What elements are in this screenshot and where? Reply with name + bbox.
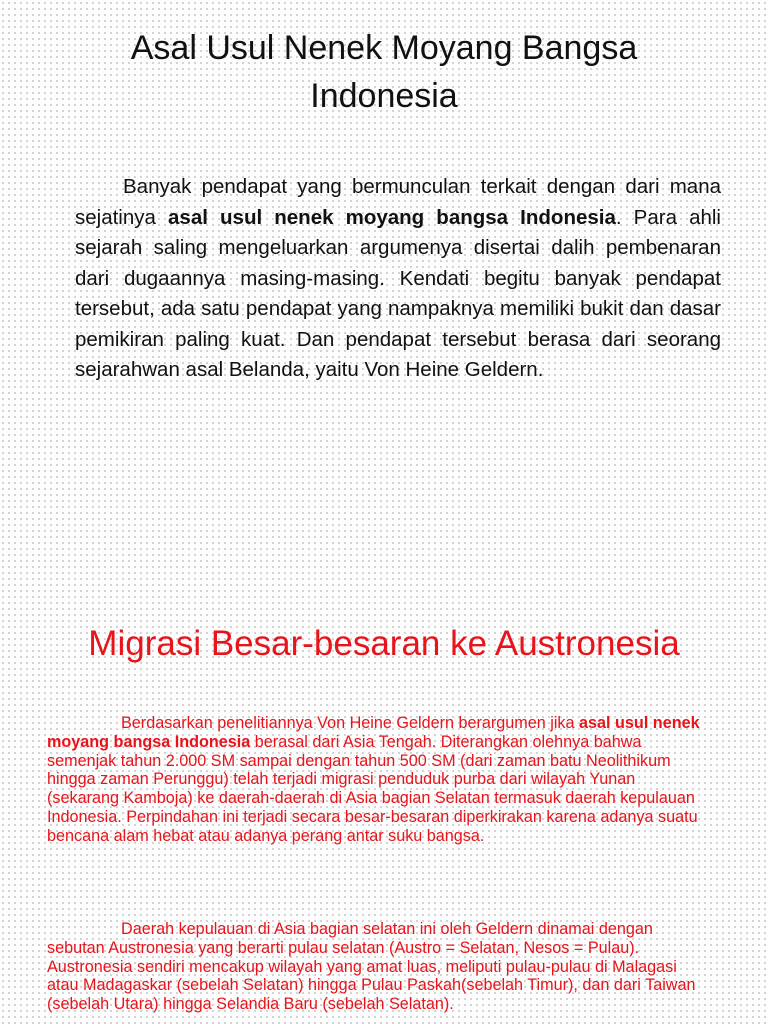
migrasi-paragraph-2: [47, 920, 707, 1014]
migrasi-text-start: Berdasarkan penelitiannya Von Heine Geldern berargumen jika: [121, 714, 580, 732]
migrasi-text-end: berasal dari Asia Tengah. Diterangkan olehnya bahwa semenjak tahun 2.000 SM sampai dengan tahun 500 SM (dari zaman batu Neolithikum hingga zaman Perunggu) telah terjadi migrasi penduduk purba dari wilayah Yunan (sekarang Kamboja) ke daerah-daerah di Asia bagian Selatan termasuk daerah kepulauan Indonesia. Perpindahan ini terjadi secara besar-besaran diperkirakan karena adanya suatu bencana alam hebat atau adanya perang antar suku bangsa.: [47, 732, 698, 845]
intro-text-end: . Para ahli sejarah saling mengeluarkan argumenya disertai dalih pembenaran dari dugaannya masing-masing. Kendati begitu banyak pendapat tersebut, ada satu pendapat yang nampaknya memiliki bukit dan dasar pemikiran paling kuat. Dan pendapat tersebut berasa dari seorang sejarahwan asal Belanda, yaitu Von Heine Geldern.: [75, 205, 721, 381]
austronesia-text: Daerah kepulauan di Asia bagian selatan ini oleh Geldern dinamai dengan sebutan Austronesia yang berarti pulau selatan (Austro = Selatan, Nesos = Pulau). Austronesia sendiri mencakup wilayah yang amat luas, meliputi pulau-pulau di Malagasi atau Madagaskar (sebelah Selatan) hingga Pulau Paskah(sebelah Timur), dan dari Taiwan (sebelah Utara) hingga Selandia Baru (sebelah Selatan).: [47, 920, 696, 1014]
slide-title: Asal Usul Nenek Moyang Bangsa Indonesia: [130, 29, 638, 115]
intro-text-bold: asal usul nenek moyang bangsa Indonesia: [168, 205, 616, 229]
section-title-migrasi: Migrasi Besar-besaran ke Austronesia: [88, 624, 680, 663]
migrasi-text-bold: asal usul nenek moyang bangsa Indonesia: [47, 714, 700, 751]
intro-paragraph: [75, 172, 721, 386]
migrasi-paragraph-1: [47, 714, 707, 846]
intro-text-start: Banyak pendapat yang bermunculan terkait dengan dari mana sejatinya: [75, 175, 721, 229]
